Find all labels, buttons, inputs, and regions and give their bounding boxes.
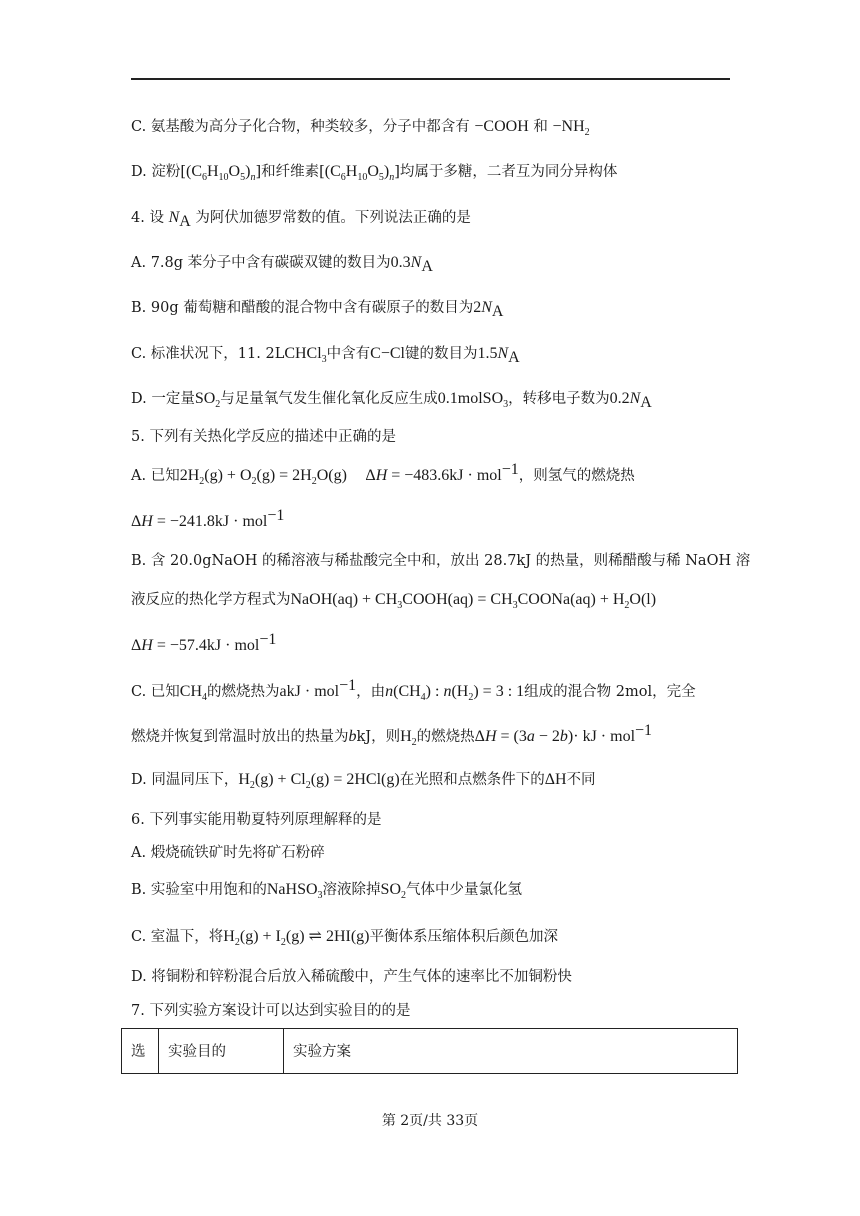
q6-stem: 6. 下列事实能用勒夏特列原理解释的是	[131, 812, 382, 828]
q6-option-d: D. 将铜粉和锌粉混合后放入稀硫酸中，产生气体的速率比不加铜粉快	[131, 969, 572, 985]
q5-option-b-line2: 液反应的热化学方程式为NaOH(aq) + $CH_3COOH(aq)$ = $CH_3COONa(aq) + H_2O(l)$	[131, 591, 657, 611]
q4-option-a: A. 7.8g 苯分子中含有碳碳双键的数目为$0.3N_A$	[131, 254, 433, 275]
q5-option-b: B. 含 20.0gNaOH 的稀溶液与稀盐酸完全中和，放出 28.7kJ 的热量，则稀醋酸与稀 NaOH 溶	[131, 553, 751, 569]
q5-option-c-line2: 燃烧并恢复到常温时放出的热量为bkJ，则$H_2$的燃烧热ΔH = (3a − 2b)· kJ · mol$^{-1}$	[131, 722, 653, 748]
q6-option-a: A. 煅烧硫铁矿时先将矿石粉碎	[131, 845, 325, 861]
header-rule	[131, 78, 730, 80]
q5-option-a: A. 已知$2H_2(g) + O_2(g) = 2H_2O(g)$ ΔH = −483.6kJ · mol$^{-1}$，则氢气的燃烧热	[131, 461, 635, 487]
q4-option-b: B. 90g 葡萄糖和醋酸的混合物中含有碳原子的数目为$2N_A$	[131, 299, 504, 320]
q5-stem: 5. 下列有关热化学反应的描述中正确的是	[131, 429, 396, 445]
q4-stem: 4. 设 $N_A$ 为阿伏加德罗常数的值。下列说法正确的是	[131, 209, 471, 230]
q5-option-c: C. 已知$CH_4$的燃烧热为akJ · mol$^{-1}$，由$n(CH_4)$ : $n(H_2) = 3$ : 1组成的混合物 2mol，完全	[131, 677, 696, 703]
q7-table-header	[121, 1028, 738, 1074]
q3-option-c: C. 氨基酸为高分子化合物，种类较多，分子中都含有 −COOH 和 $-NH_2$	[131, 118, 590, 138]
q5-option-d: D. 同温同压下，$H_2(g) + Cl_2(g) = 2HCl(g)$在光照和点燃条件下的ΔH不同	[131, 771, 596, 791]
table-header-plan: 实验方案	[293, 1044, 351, 1060]
q3-option-d: D. 淀粉$[(C_6H_{10}O_5)_n]$和纤维素$[(C_6H_{10}O_5)_n]$均属于多糖，二者互为同分异构体	[131, 163, 618, 183]
q5-option-a-line2: ΔH = −241.8kJ · mol$^{-1}$	[131, 507, 285, 530]
q6-option-c: C. 室温下，将$H_2(g) + I_2(g)$ ⇌ 2HI(g)平衡体系压缩体积后颜色加深	[131, 928, 558, 948]
q5-option-b-line3: ΔH = −57.4kJ · mol$^{-1}$	[131, 631, 277, 654]
q7-stem: 7. 下列实验方案设计可以达到实验目的的是	[131, 1003, 411, 1019]
table-header-option: 选	[122, 1029, 159, 1073]
page-footer: 第 2页/共 33页	[381, 1113, 479, 1129]
q6-option-b: B. 实验室中用饱和的NaHSO$_3$溶液除掉$SO_2$气体中少量氯化氢	[131, 881, 522, 901]
q4-option-c: C. 标准状况下，11. 2LCHCl$_3$中含有C−Cl键的数目为$1.5N_A$	[131, 345, 520, 366]
q4-option-d: D. 一定量$SO_2$与足量氧气发生催化氧化反应生成0.1molSO$_3$，转移电子数为$0.2N_A$	[131, 390, 652, 411]
table-header-purpose: 实验目的	[159, 1029, 284, 1073]
